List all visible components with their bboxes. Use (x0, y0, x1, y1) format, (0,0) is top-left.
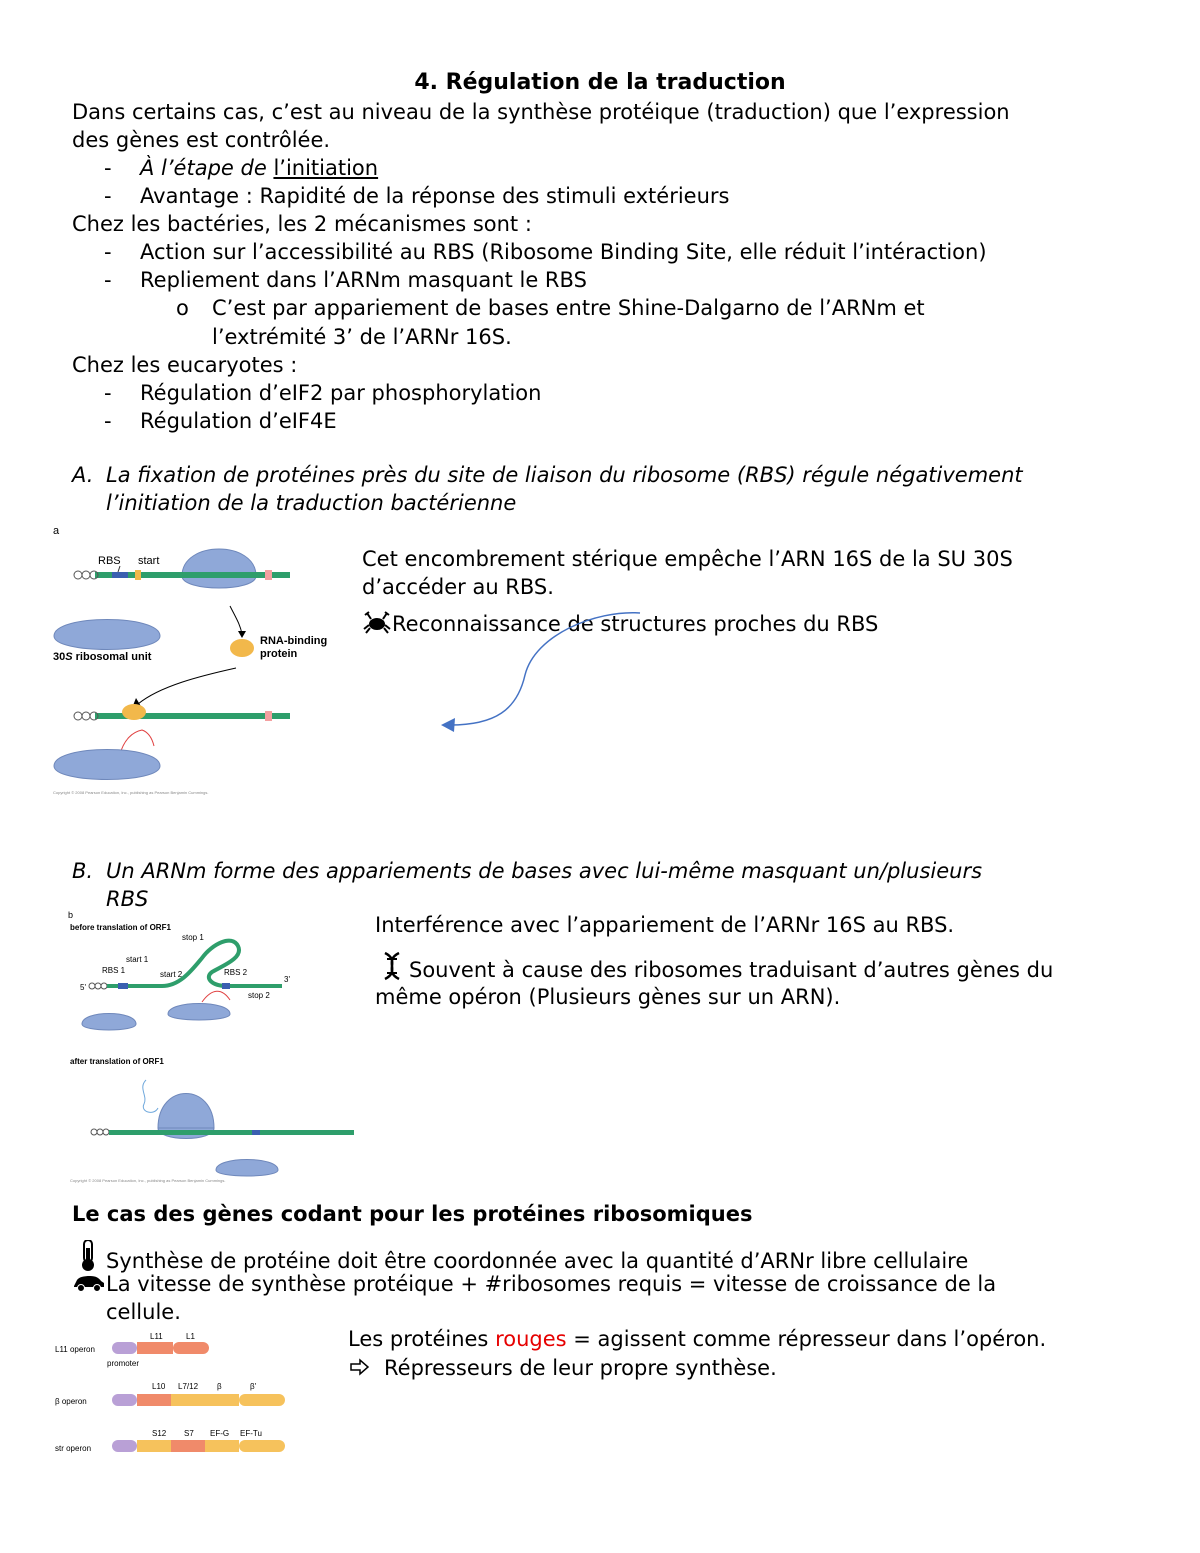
operon-label-3: str operon (55, 1444, 92, 1453)
gene-label-efg: EF-G (210, 1429, 230, 1438)
arrow-to-mrna (138, 668, 236, 704)
cap-circle (101, 983, 107, 989)
gene-label-s7: S7 (184, 1429, 194, 1438)
bullet-bact-1-text: Action sur l’accessibilité au RBS (Ribosome Binding Site, elle réduit l’intéraction) (140, 240, 987, 264)
rna-binding-protein (230, 639, 254, 657)
30s-label-prefix: 30 (53, 651, 66, 663)
rbs2-exposed (252, 1130, 260, 1135)
part-b-marker: B. (72, 859, 94, 883)
30s-label (53, 651, 152, 663)
part-a-heading (72, 461, 1023, 489)
rbs-label: RBS (98, 555, 121, 567)
rbp-label-1: RNA-binding (260, 635, 328, 647)
figure-b-copyright: Copyright © 2008 Pearson Education, Inc., publishing as Pearson Benjamin Cummings. (70, 1178, 226, 1183)
start-label: start (138, 555, 160, 567)
start1-label: start 1 (126, 955, 149, 964)
part-b-note-2-line (375, 951, 1053, 984)
30s-label-suffix: ribosomal unit (72, 651, 152, 663)
bullet-euk-2: - Régulation d’eIF4E (104, 409, 337, 433)
rbs1-label: RBS 1 (102, 966, 126, 975)
figure-a (50, 518, 360, 798)
gene-block (137, 1440, 171, 1452)
part-a-note-2: d’accéder au RBS. (362, 575, 554, 599)
ribosomal-note-prefix: Les protéines (348, 1327, 496, 1351)
blocked-arrow (202, 991, 230, 1002)
nascent-peptide (143, 1080, 158, 1112)
arrow-to-protein (230, 606, 242, 634)
ribosomal-note-red: rouges (495, 1327, 567, 1351)
part-b-heading-2: RBS (106, 887, 149, 911)
bound-protein (122, 704, 146, 720)
gene-block-repressor (137, 1342, 173, 1354)
ribosomal-line-1-text: Synthèse de protéine doit être coordonnée avec la quantité d’ARNr libre cellulaire (106, 1249, 969, 1273)
cap-circle (74, 712, 82, 720)
ribosomal-note-suffix: = agissent comme répresseur dans l’opéron. (566, 1327, 1047, 1351)
part-a-heading-1: La fixation de protéines près du site de liaison du ribosome (RBS) régule négativement (106, 463, 1023, 487)
gene-block (239, 1394, 285, 1406)
figure-b (62, 906, 362, 1186)
gene-label-l10: L10 (152, 1382, 166, 1391)
car-icon (72, 1272, 106, 1294)
gene-block (205, 1394, 239, 1406)
bullet-bact-1: - Action sur l’accessibilité au RBS (Ribosome Binding Site, elle réduit l’intéraction) (104, 240, 987, 264)
cap-circle (97, 1129, 103, 1135)
stop-codon (265, 711, 272, 721)
arrow-head (238, 631, 246, 638)
part-b-note-3: même opéron (Plusieurs gènes sur un ARN). (375, 985, 841, 1009)
part-a-note-1: Cet encombrement stérique empêche l’ARN 16S de la SU 30S (362, 547, 1013, 571)
operon-figure (52, 1328, 292, 1460)
bullet-bact-2: - Repliement dans l’ARNm masquant le RBS (104, 268, 587, 292)
gene-label-l1: L1 (186, 1332, 195, 1341)
start-codon (135, 570, 141, 580)
30s-ribosomal-unit (54, 620, 160, 650)
part-b-heading (72, 857, 982, 885)
part-a-heading-2: l’initiation de la traduction bactérienne (106, 491, 517, 515)
cap-circle (82, 712, 90, 720)
dna-icon (375, 951, 409, 981)
bullet-euk-2-text: Régulation d’eIF4E (140, 409, 337, 433)
bullet-euk-1: - Régulation d’eIF2 par phosphorylation (104, 381, 542, 405)
operon-label-2: β operon (55, 1397, 87, 1406)
gene-block (239, 1440, 285, 1452)
part-a-marker: A. (72, 463, 94, 487)
figure-a-panel-label: a (53, 525, 60, 537)
cap-circle (91, 1129, 97, 1135)
arrow-head (441, 718, 455, 732)
30s-subunit (168, 1004, 230, 1021)
ribosome-large-subunit (182, 549, 256, 576)
curved-arrow (435, 605, 655, 740)
cap-circle (74, 571, 82, 579)
circle-bullet-icon: o (176, 296, 189, 320)
30s-label-italic: S (65, 651, 73, 663)
three-prime-label: 3' (284, 975, 290, 984)
after-label: after translation of ORF1 (70, 1057, 164, 1066)
gene-block-repressor (171, 1440, 205, 1452)
30s-subunit (82, 1014, 136, 1031)
ribosomal-note-1 (348, 1325, 1046, 1353)
stop-codon (265, 570, 272, 580)
part-b-note-2: Souvent à cause des ribosomes traduisant d’autres gènes du (409, 958, 1054, 982)
bullet-initiation: - À l’étape de l’initiation (104, 156, 379, 180)
sub-bullet-1 (176, 294, 925, 322)
gene-block-repressor (137, 1394, 171, 1406)
before-label: before translation of ORF1 (70, 923, 171, 932)
operon-label-1: L11 operon (55, 1345, 95, 1354)
thermometer-icon (72, 1240, 106, 1272)
gene-label-l11: L11 (150, 1332, 163, 1341)
bullet-advantage-text: Avantage : Rapidité de la réponse des stimuli extérieurs (140, 184, 730, 208)
rbs1-segment (118, 983, 128, 989)
cap-circle (103, 1129, 109, 1135)
mrna-linear (109, 1130, 354, 1135)
five-prime-label: 5' (80, 983, 86, 992)
gene-label-eftu: EF-Tu (240, 1429, 262, 1438)
eukaryote-heading: Chez les eucaryotes : (72, 353, 298, 377)
ribosomal-note-2-text: Répresseurs de leur propre synthèse. (384, 1356, 777, 1380)
gene-block (205, 1440, 239, 1452)
30s-subunit-binding (216, 1160, 278, 1177)
cap-circle (89, 983, 95, 989)
crab-icon (362, 609, 392, 635)
curved-arrow-path (450, 613, 640, 725)
intro-line-2: des gènes est contrôlée. (72, 128, 331, 152)
ribosomal-line-3: cellule. (106, 1300, 181, 1324)
ribosomal-heading: Le cas des gènes codant pour les protéines ribosomiques (72, 1202, 753, 1226)
ribosomal-note-2 (348, 1354, 777, 1382)
sub-bullet-text-2: l’extrémité 3’ de l’ARNr 16S. (212, 325, 512, 349)
gene-label-s12: S12 (152, 1429, 167, 1438)
bullet-initiation-prefix: À l’étape de (140, 156, 274, 180)
ribosomal-line-2 (72, 1270, 996, 1298)
part-a-note-3: Reconnaissance de structures proches du RBS (392, 612, 879, 636)
arrow-right-icon (348, 1357, 384, 1377)
gene-label-l712: L7/12 (178, 1382, 199, 1391)
ribosome-large-subunit (158, 1094, 214, 1129)
initiation-link[interactable]: l’initiation (273, 156, 379, 180)
stop1-label: stop 1 (182, 933, 204, 942)
gene-label-beta-prime: β' (250, 1382, 257, 1391)
page-title: 4. Régulation de la traduction (414, 70, 786, 95)
promoter-label: promoter (107, 1359, 140, 1368)
promoter-block (112, 1342, 137, 1354)
rbs2-segment (222, 983, 230, 989)
bullet-euk-1-text: Régulation d’eIF2 par phosphorylation (140, 381, 542, 405)
rbp-label-2: protein (260, 648, 298, 660)
gene-block (171, 1394, 205, 1406)
cap-circle (95, 983, 101, 989)
cap-circle (82, 571, 90, 579)
bullet-advantage: - Avantage : Rapidité de la réponse des stimuli extérieurs (104, 184, 730, 208)
promoter-block (112, 1394, 137, 1406)
start2-label: start 2 (160, 970, 183, 979)
promoter-block (112, 1440, 137, 1452)
part-b-note-1: Interférence avec l’appariement de l’ARNr 16S au RBS. (375, 913, 955, 937)
bullet-bact-2-text: Repliement dans l’ARNm masquant le RBS (140, 268, 587, 292)
ribosomal-line-2-text: La vitesse de synthèse protéique + #ribosomes requis = vitesse de croissance de la (106, 1272, 997, 1296)
bacteria-heading: Chez les bactéries, les 2 mécanismes sont : (72, 212, 532, 236)
figure-a-copyright: Copyright © 2008 Pearson Education, Inc., publishing as Pearson Benjamin Cummings. (53, 790, 209, 795)
intro-line-1: Dans certains cas, c’est au niveau de la synthèse protéique (traduction) que l’expression (72, 100, 1010, 124)
gene-label-beta: β (217, 1382, 222, 1391)
sub-bullet-text-1: C’est par appariement de bases entre Shine-Dalgarno de l’ARNm et (212, 296, 925, 320)
figure-b-panel-label: b (68, 910, 74, 920)
stop2-label: stop 2 (248, 991, 270, 1000)
rbs-segment (112, 572, 128, 578)
30s-ribosomal-unit-bottom (54, 750, 160, 780)
part-b-heading-1: Un ARNm forme des appariements de bases avec lui-même masquant un/plusieurs (106, 859, 983, 883)
gene-block-repressor (173, 1342, 209, 1354)
rbs2-label: RBS 2 (224, 968, 248, 977)
